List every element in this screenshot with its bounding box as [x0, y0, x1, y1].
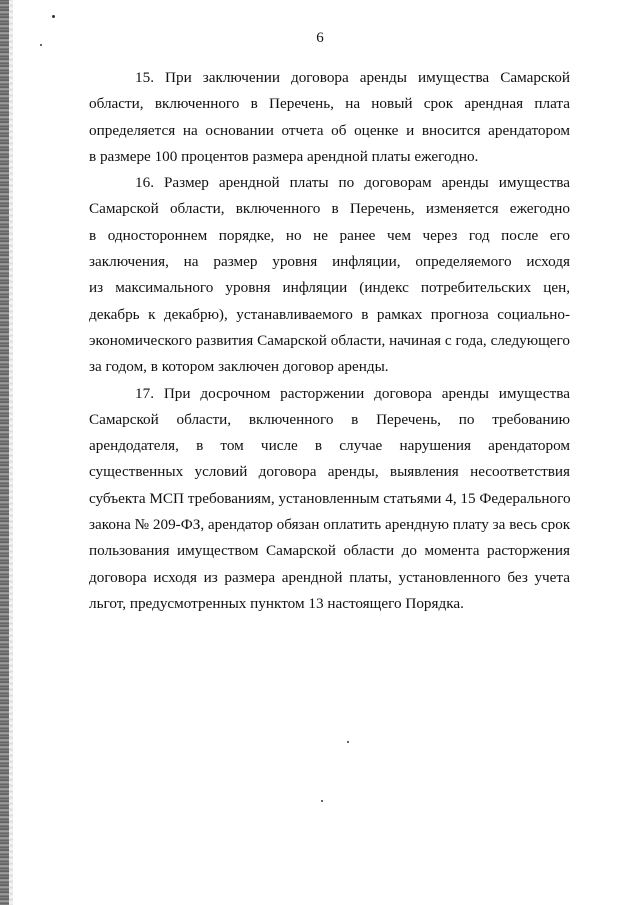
text-line: из максимального уровня инфляции (индекс потребительских цен,	[89, 279, 570, 297]
scan-speck	[52, 15, 55, 18]
page-number: 6	[316, 30, 324, 46]
text-line: Самарской области, включенного в Перечень, изменяется ежегодно	[89, 200, 570, 218]
text-line: закона № 209-ФЗ, арендатор обязан оплатить арендную плату за весь срок	[89, 516, 571, 534]
text-line: в размере 100 процентов размера арендной платы ежегодно.	[89, 147, 479, 165]
text-line: декабрь к декабрю), устанавливаемого в рамках прогноза социально-	[89, 305, 570, 323]
text-line: за годом, в котором заключен договор аренды.	[89, 358, 389, 376]
document-body	[89, 65, 570, 617]
scan-speck	[347, 741, 349, 743]
text-line: 17. При досрочном расторжении договора аренды имущества	[135, 384, 570, 402]
text-line: определяется на основании отчета об оценке и вносится арендатором	[89, 121, 570, 139]
scanned-page-edge	[0, 0, 9, 905]
text-line: льгот, предусмотренных пунктом 13 настоящего Порядка.	[89, 594, 464, 612]
text-line: субъекта МСП требованиям, установленным статьями 4, 15 Федерального	[89, 489, 571, 507]
paragraph-15	[89, 65, 570, 170]
text-line: арендодателя, в том числе в случае нарушения арендатором	[89, 437, 570, 455]
text-line: пользования имуществом Самарской области до момента расторжения	[89, 542, 570, 560]
scan-speck	[321, 800, 323, 802]
text-line: Самарской области, включенного в Перечень, по требованию	[89, 410, 570, 428]
text-line: 16. Размер арендной платы по договорам аренды имущества	[135, 174, 570, 192]
text-line: экономического развития Самарской области, начиная с года, следующего	[89, 331, 570, 349]
text-line: области, включенного в Перечень, на новый срок арендная плата	[89, 95, 570, 113]
text-line: 15. При заключении договора аренды имущества Самарской	[135, 69, 570, 86]
scanned-page-edge-shadow	[9, 0, 13, 905]
text-line: заключения, на размер уровня инфляции, определяемого исходя	[89, 253, 570, 271]
text-line: существенных условий договора аренды, выявления несоответствия	[89, 463, 570, 481]
text-line: в одностороннем порядке, но не ранее чем через год после его	[89, 226, 570, 244]
text-line: договора исходя из размера арендной платы, установленного без учета	[89, 568, 570, 586]
paragraph-16	[89, 170, 570, 380]
paragraph-17	[89, 381, 570, 618]
